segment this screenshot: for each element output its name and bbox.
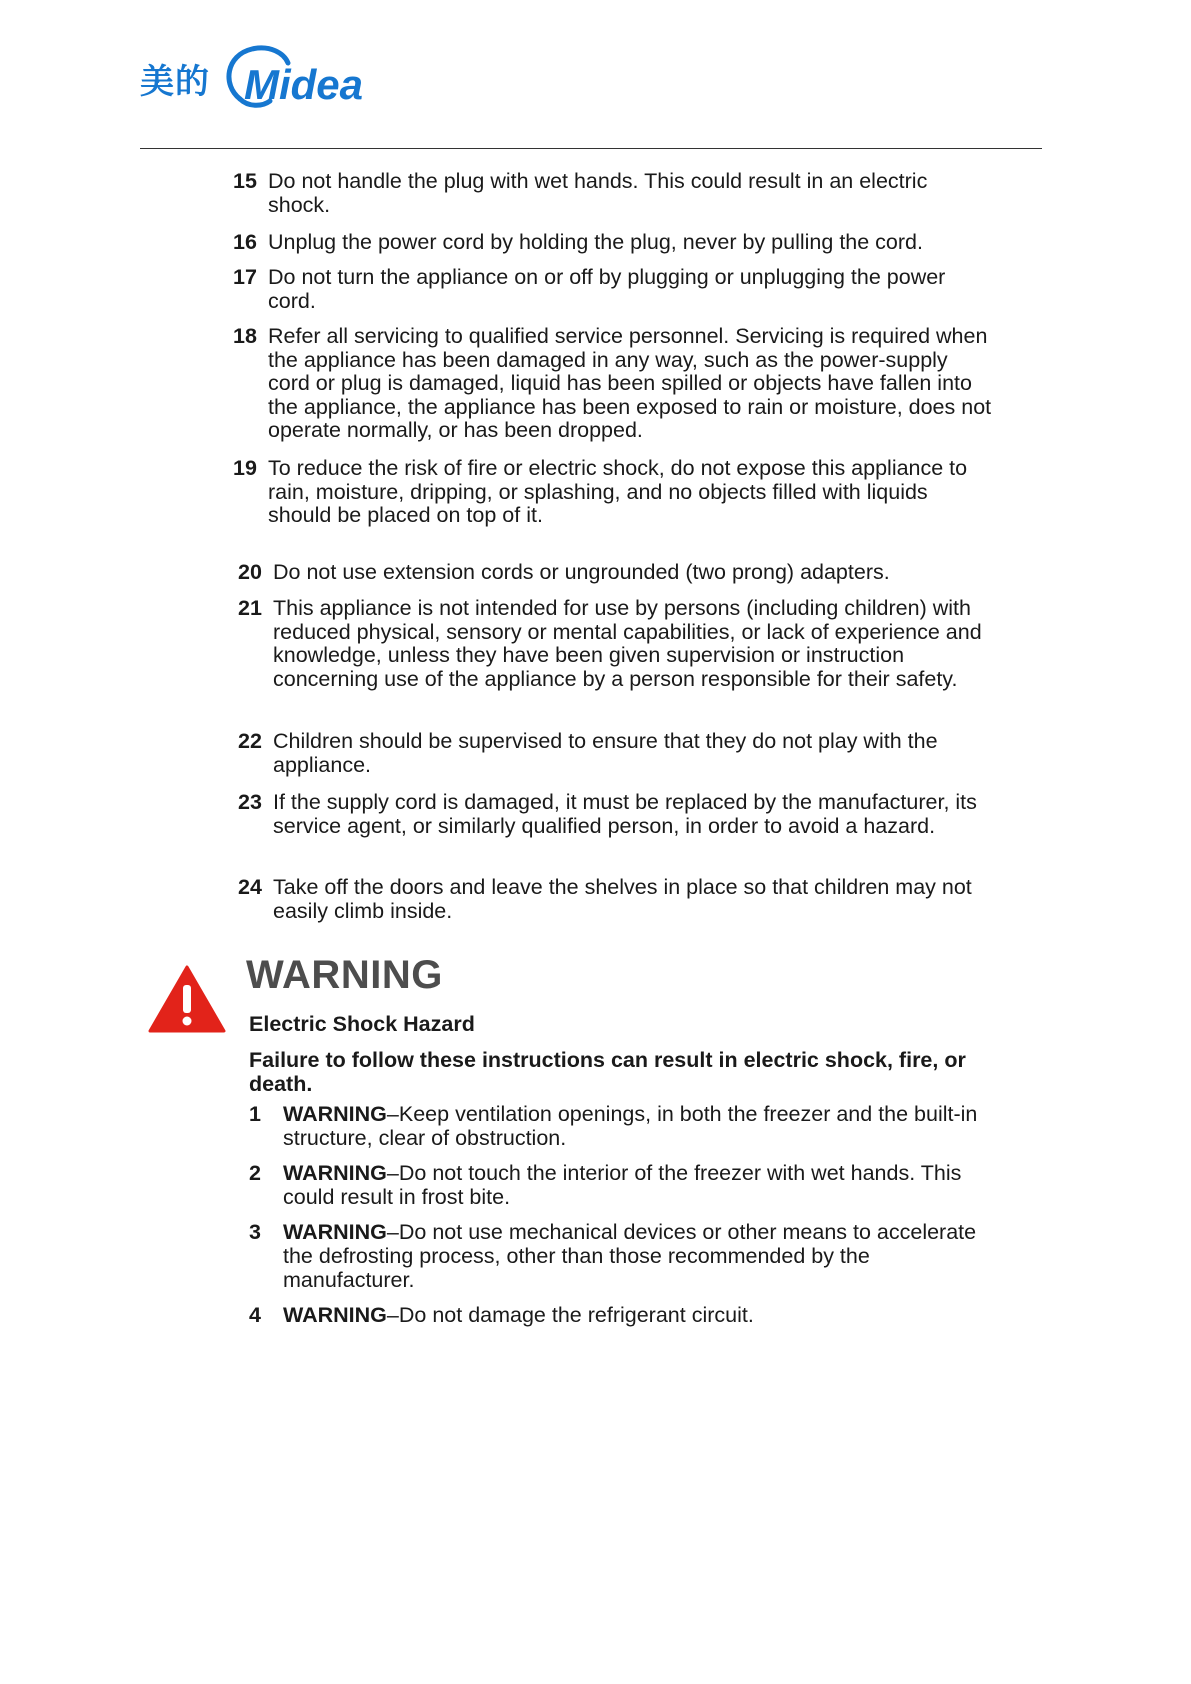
warning-keyword: WARNING bbox=[283, 1161, 387, 1185]
warning-item bbox=[249, 1102, 989, 1150]
list-item bbox=[238, 876, 998, 923]
list-item bbox=[233, 231, 993, 255]
item-number: 15 bbox=[233, 169, 257, 193]
midea-logo-icon bbox=[218, 41, 398, 115]
brand-chinese-name: 美的 bbox=[140, 61, 210, 102]
item-number: 2 bbox=[249, 1161, 261, 1185]
item-text: Do not turn the appliance on or off by plugging or unplugging the power cord. bbox=[268, 265, 946, 313]
item-number: 16 bbox=[233, 230, 257, 254]
warning-title: WARNING bbox=[246, 953, 443, 997]
item-number: 1 bbox=[249, 1102, 261, 1126]
item-text bbox=[283, 1161, 989, 1209]
item-text: This appliance is not intended for use by persons (including children) with reduced physical, sensory or mental capabilities, or lack of experience and knowledge, unless they have been given supervision or instruction concerning use of the appliance by a person responsible for their safety. bbox=[273, 596, 982, 691]
item-number: 4 bbox=[249, 1303, 261, 1327]
item-number: 24 bbox=[238, 875, 262, 899]
list-item bbox=[233, 170, 993, 217]
list-item bbox=[233, 457, 993, 528]
list-item bbox=[233, 325, 993, 443]
item-text: If the supply cord is damaged, it must be replaced by the manufacturer, its service agent, or similarly qualified person, in order to avoid a hazard. bbox=[273, 790, 977, 838]
warning-item-text: –Do not touch the interior of the freezer with wet hands. This could result in frost bite. bbox=[283, 1161, 962, 1209]
item-text: Do not use extension cords or ungrounded (two prong) adapters. bbox=[273, 560, 890, 584]
item-number: 20 bbox=[238, 560, 262, 584]
item-text: Unplug the power cord by holding the plug, never by pulling the cord. bbox=[268, 230, 923, 254]
warning-item bbox=[249, 1303, 989, 1327]
page-header bbox=[140, 38, 398, 118]
item-text: To reduce the risk of fire or electric shock, do not expose this appliance to rain, moisture, dripping, or splashing, and no objects filled with liquids should be placed on top of it. bbox=[268, 456, 968, 527]
warning-triangle-icon bbox=[148, 965, 226, 1033]
warning-keyword: WARNING bbox=[283, 1303, 387, 1327]
item-number: 19 bbox=[233, 456, 257, 480]
warning-keyword: WARNING bbox=[283, 1220, 387, 1244]
warning-item bbox=[249, 1161, 989, 1209]
item-number: 17 bbox=[233, 265, 257, 289]
item-number: 21 bbox=[238, 596, 262, 620]
list-item bbox=[233, 266, 993, 313]
item-text: Refer all servicing to qualified service personnel. Servicing is required when the appliance has been damaged in any way, such as the power-supply cord or plug is damaged, liquid has been spilled or objects have fallen into the appliance, the appliance has been exposed to rain or moisture, does not operate normally, or has been dropped. bbox=[268, 324, 992, 442]
warning-item bbox=[249, 1220, 989, 1292]
warning-subtitle: Electric Shock Hazard bbox=[249, 1012, 475, 1036]
list-item bbox=[238, 561, 998, 585]
item-text bbox=[283, 1303, 989, 1327]
warning-consequence: Failure to follow these instructions can result in electric shock, fire, or death. bbox=[249, 1048, 966, 1096]
item-text: Children should be supervised to ensure that they do not play with the appliance. bbox=[273, 729, 938, 777]
warning-item-text: –Keep ventilation openings, in both the freezer and the built-in structure, clear of obstruction. bbox=[283, 1102, 978, 1150]
item-text bbox=[283, 1220, 989, 1292]
header-divider bbox=[140, 148, 1042, 149]
warning-item-text: –Do not use mechanical devices or other means to accelerate the defrosting process, other than those recommended by the manufacturer. bbox=[283, 1220, 977, 1292]
item-number: 18 bbox=[233, 324, 257, 348]
list-item bbox=[238, 791, 998, 838]
warning-keyword: WARNING bbox=[283, 1102, 387, 1126]
item-number: 22 bbox=[238, 729, 262, 753]
logo-text: Midea bbox=[244, 61, 364, 108]
item-text: Do not handle the plug with wet hands. This could result in an electric shock. bbox=[268, 169, 928, 217]
warning-item-text: –Do not damage the refrigerant circuit. bbox=[386, 1303, 754, 1327]
item-text bbox=[283, 1102, 989, 1150]
item-text: Take off the doors and leave the shelves in place so that children may not easily climb inside. bbox=[273, 875, 972, 923]
list-item bbox=[238, 730, 998, 777]
list-item bbox=[238, 597, 998, 691]
item-number: 23 bbox=[238, 790, 262, 814]
item-number: 3 bbox=[249, 1220, 261, 1244]
